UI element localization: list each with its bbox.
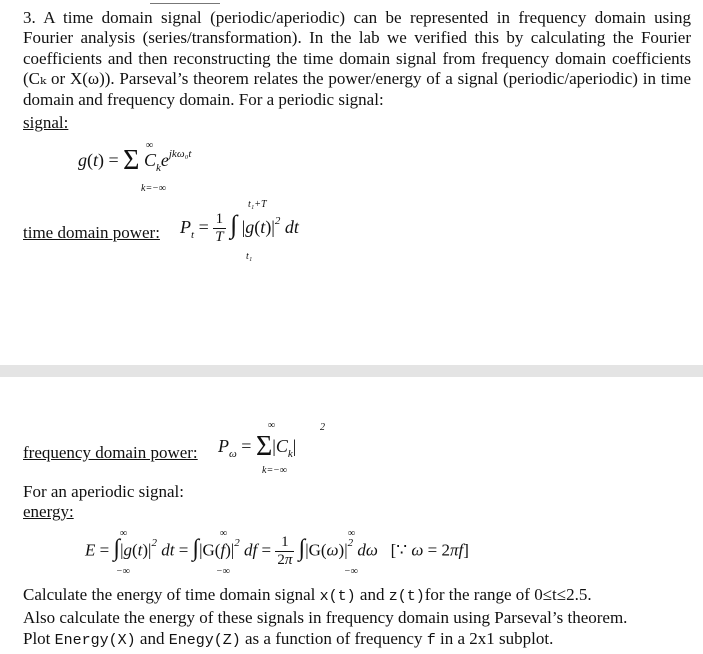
energy-int3-lower: −∞ (344, 566, 358, 577)
energy-label: energy: (23, 502, 74, 521)
time-integral-lower: t₁ (246, 251, 253, 262)
time-integral-upper: t₁+T (248, 199, 267, 210)
aperiodic-text: For an aperiodic signal: (23, 482, 184, 501)
code-z: z(t) (388, 588, 425, 605)
question-intro: 3. A time domain signal (periodic/aperiodic) can be represented in frequency domain using Fourier analysis (series/transformation). In the lab we verified this by calculating the Fourier coefficients and then reconstructing the time domain signal from frequency domain coefficients (Cₖ or X(ω)). Parseval’s theorem relates the power/energy of a signal (periodic/aperiodic) in time domain and frequency domain. For a periodic signal: (23, 8, 691, 109)
energy-int3-upper: ∞ (348, 528, 356, 539)
time-power-label: time domain power: (23, 223, 160, 242)
energy-equation: $E = \int|g(t)|^2$ dt = $\int|G(f)|^2$ df = $\frac{1}{2\pi}$ $\int|G(\omega)|^2$ dω [∵ ω = 2πf] (85, 534, 469, 568)
code-energy-z: Enegy(Z) (168, 632, 241, 649)
energy-int2-lower: −∞ (216, 566, 230, 577)
signal-sum-upper: ∞ (146, 140, 154, 151)
freq-power-label: frequency domain power: (23, 443, 198, 462)
task-line-2: Also calculate the energy of these signals in frequency domain using Parseval’s theorem. (23, 608, 628, 627)
energy-int1-upper: ∞ (120, 528, 128, 539)
code-f: f (426, 632, 436, 649)
signal-sum-lower: k=−∞ (141, 183, 167, 194)
task-line-3: Plot Energy(X) and Enegy(Z) as a function of frequency f in a 2x1 subplot. (23, 629, 554, 649)
time-power-equation: $P_t$ = $\frac{1}{T}$ ∫ $|g(t)|^2$ dt (180, 210, 299, 246)
cropped-top-line (150, 0, 220, 4)
energy-int2-upper: ∞ (220, 528, 228, 539)
code-x: x(t) (319, 588, 356, 605)
task-line-1: Calculate the energy of time domain signal x(t) and z(t)for the range of 0≤t≤2.5. (23, 585, 592, 605)
page-break-band (0, 365, 703, 377)
freq-power-equation: $P_\omega = \Sigma|C_k|$ (218, 431, 297, 462)
signal-equation: g(t) = Σ $C_ke^{jk\omega_0t}$ (78, 145, 192, 176)
task-text (23, 584, 693, 651)
code-energy-x: Energy(X) (54, 632, 136, 649)
freq-power-exponent: 2 (320, 422, 325, 433)
energy-int1-lower: −∞ (116, 566, 130, 577)
freq-sum-upper: ∞ (268, 420, 276, 431)
signal-label: signal: (23, 113, 69, 132)
freq-sum-lower: k=−∞ (262, 465, 288, 476)
